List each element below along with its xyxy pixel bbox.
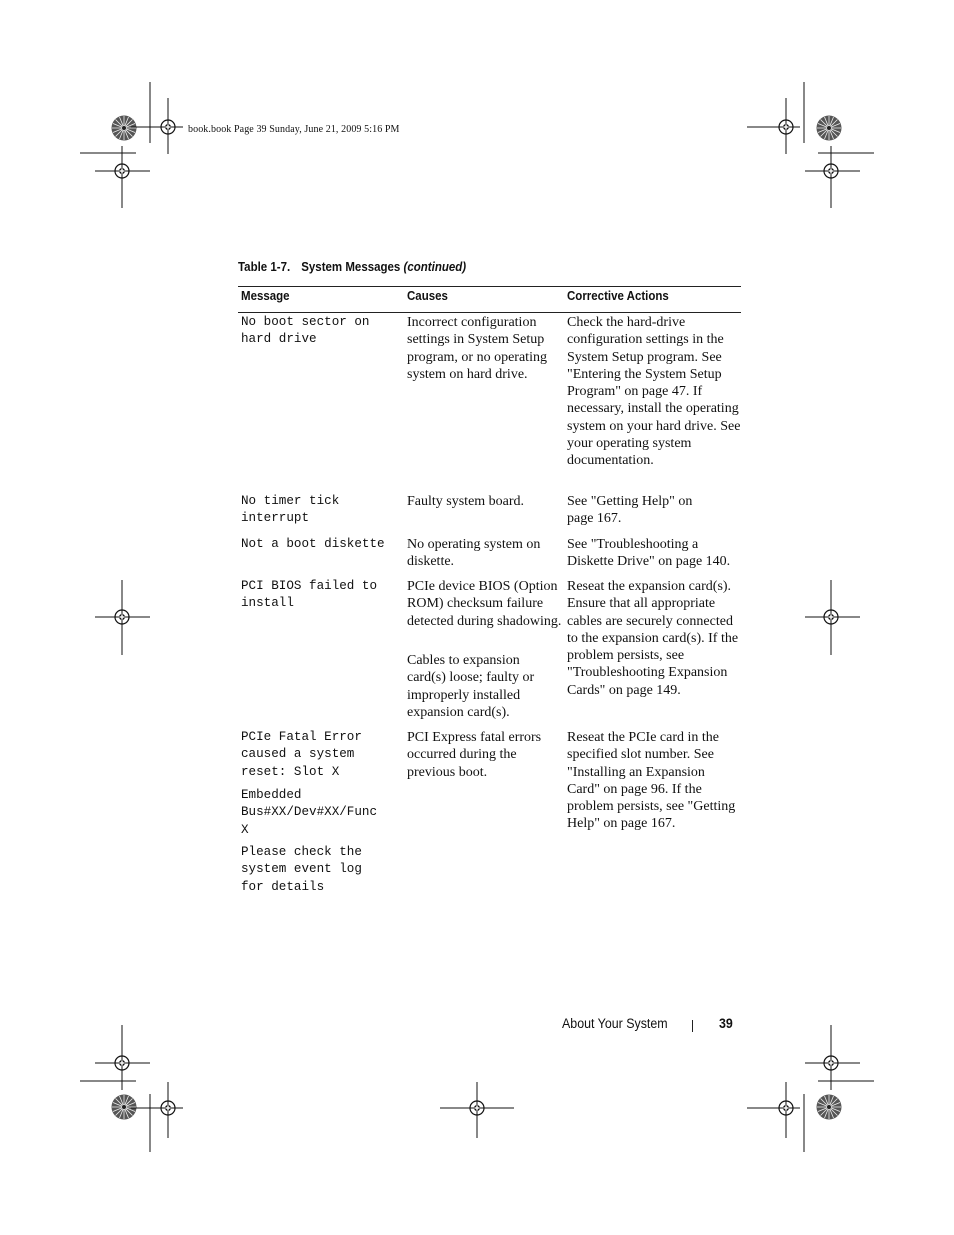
table-row-message: Please check the system event log for details (241, 845, 362, 894)
column-header-causes: Causes (407, 289, 448, 303)
table-caption (238, 260, 466, 274)
table-row-cause: Incorrect configuration settings in System Setup program, or no operating system on hard drive. (407, 315, 547, 382)
starburst-icon-top-right (817, 116, 842, 141)
footer-section-title: About Your System (562, 1016, 668, 1031)
table-caption-label: Table 1-7. (238, 260, 291, 274)
table-row-message: Not a boot diskette (241, 537, 385, 551)
column-header-actions: Corrective Actions (567, 289, 669, 303)
table-row-action: See "Getting Help" on page 167. (567, 494, 693, 527)
table-row-message: Embedded Bus#XX/Dev#XX/Func X (241, 788, 378, 837)
table-row-message: No boot sector on hard drive (241, 315, 370, 347)
table-top-rule (238, 286, 741, 287)
column-header-message: Message (241, 289, 290, 303)
table-row-cause: Cables to expansion card(s) loose; faulty or improperly installed expansion card(s). (407, 653, 535, 720)
starburst-icon-top-left (112, 116, 137, 141)
table-header-rule (238, 312, 741, 313)
table-caption-title: System Messages (301, 260, 401, 274)
table-row-message: No timer tick interrupt (241, 494, 340, 526)
table-row-action: Reseat the expansion card(s). Ensure that all appropriate cables are securely connected to the expansion card(s). If the problem persists, see "Troubleshooting Expansion Cards" on page 149. (567, 579, 739, 698)
table-row-message: PCI BIOS failed to install (241, 579, 378, 611)
table-row-cause: Faulty system board. (407, 494, 525, 509)
starburst-icon-bottom-left (112, 1095, 137, 1120)
table-row-action: See "Troubleshooting a Diskette Drive" on page 140. (567, 537, 731, 570)
table-row-cause: PCI Express fatal errors occurred during the previous boot. (407, 730, 542, 780)
table-row-message: PCIe Fatal Error caused a system reset: Slot X (241, 730, 362, 779)
table-row-action: Reseat the PCIe card in the specified slot number. See "Installing an Expansion Card" on page 96. If the problem persists, see "Getting Help" on page 167. (567, 730, 736, 832)
table-caption-suffix: (continued) (403, 260, 467, 274)
table-row-action: Check the hard-drive configuration settings in the System Setup program. See "Entering the System Setup Program" on page 47. If necessary, install the operating system on your hard drive. See your operating system documentation. (567, 315, 741, 469)
starburst-icon-bottom-right (817, 1095, 842, 1120)
page-number: 39 (719, 1016, 733, 1031)
table-row-cause: PCIe device BIOS (Option ROM) checksum failure detected during shadowing. (407, 579, 562, 629)
running-head: book.book Page 39 Sunday, June 21, 2009 5:16 PM (188, 124, 400, 135)
footer-separator (692, 1020, 693, 1032)
table-row-cause: No operating system on diskette. (407, 537, 541, 570)
